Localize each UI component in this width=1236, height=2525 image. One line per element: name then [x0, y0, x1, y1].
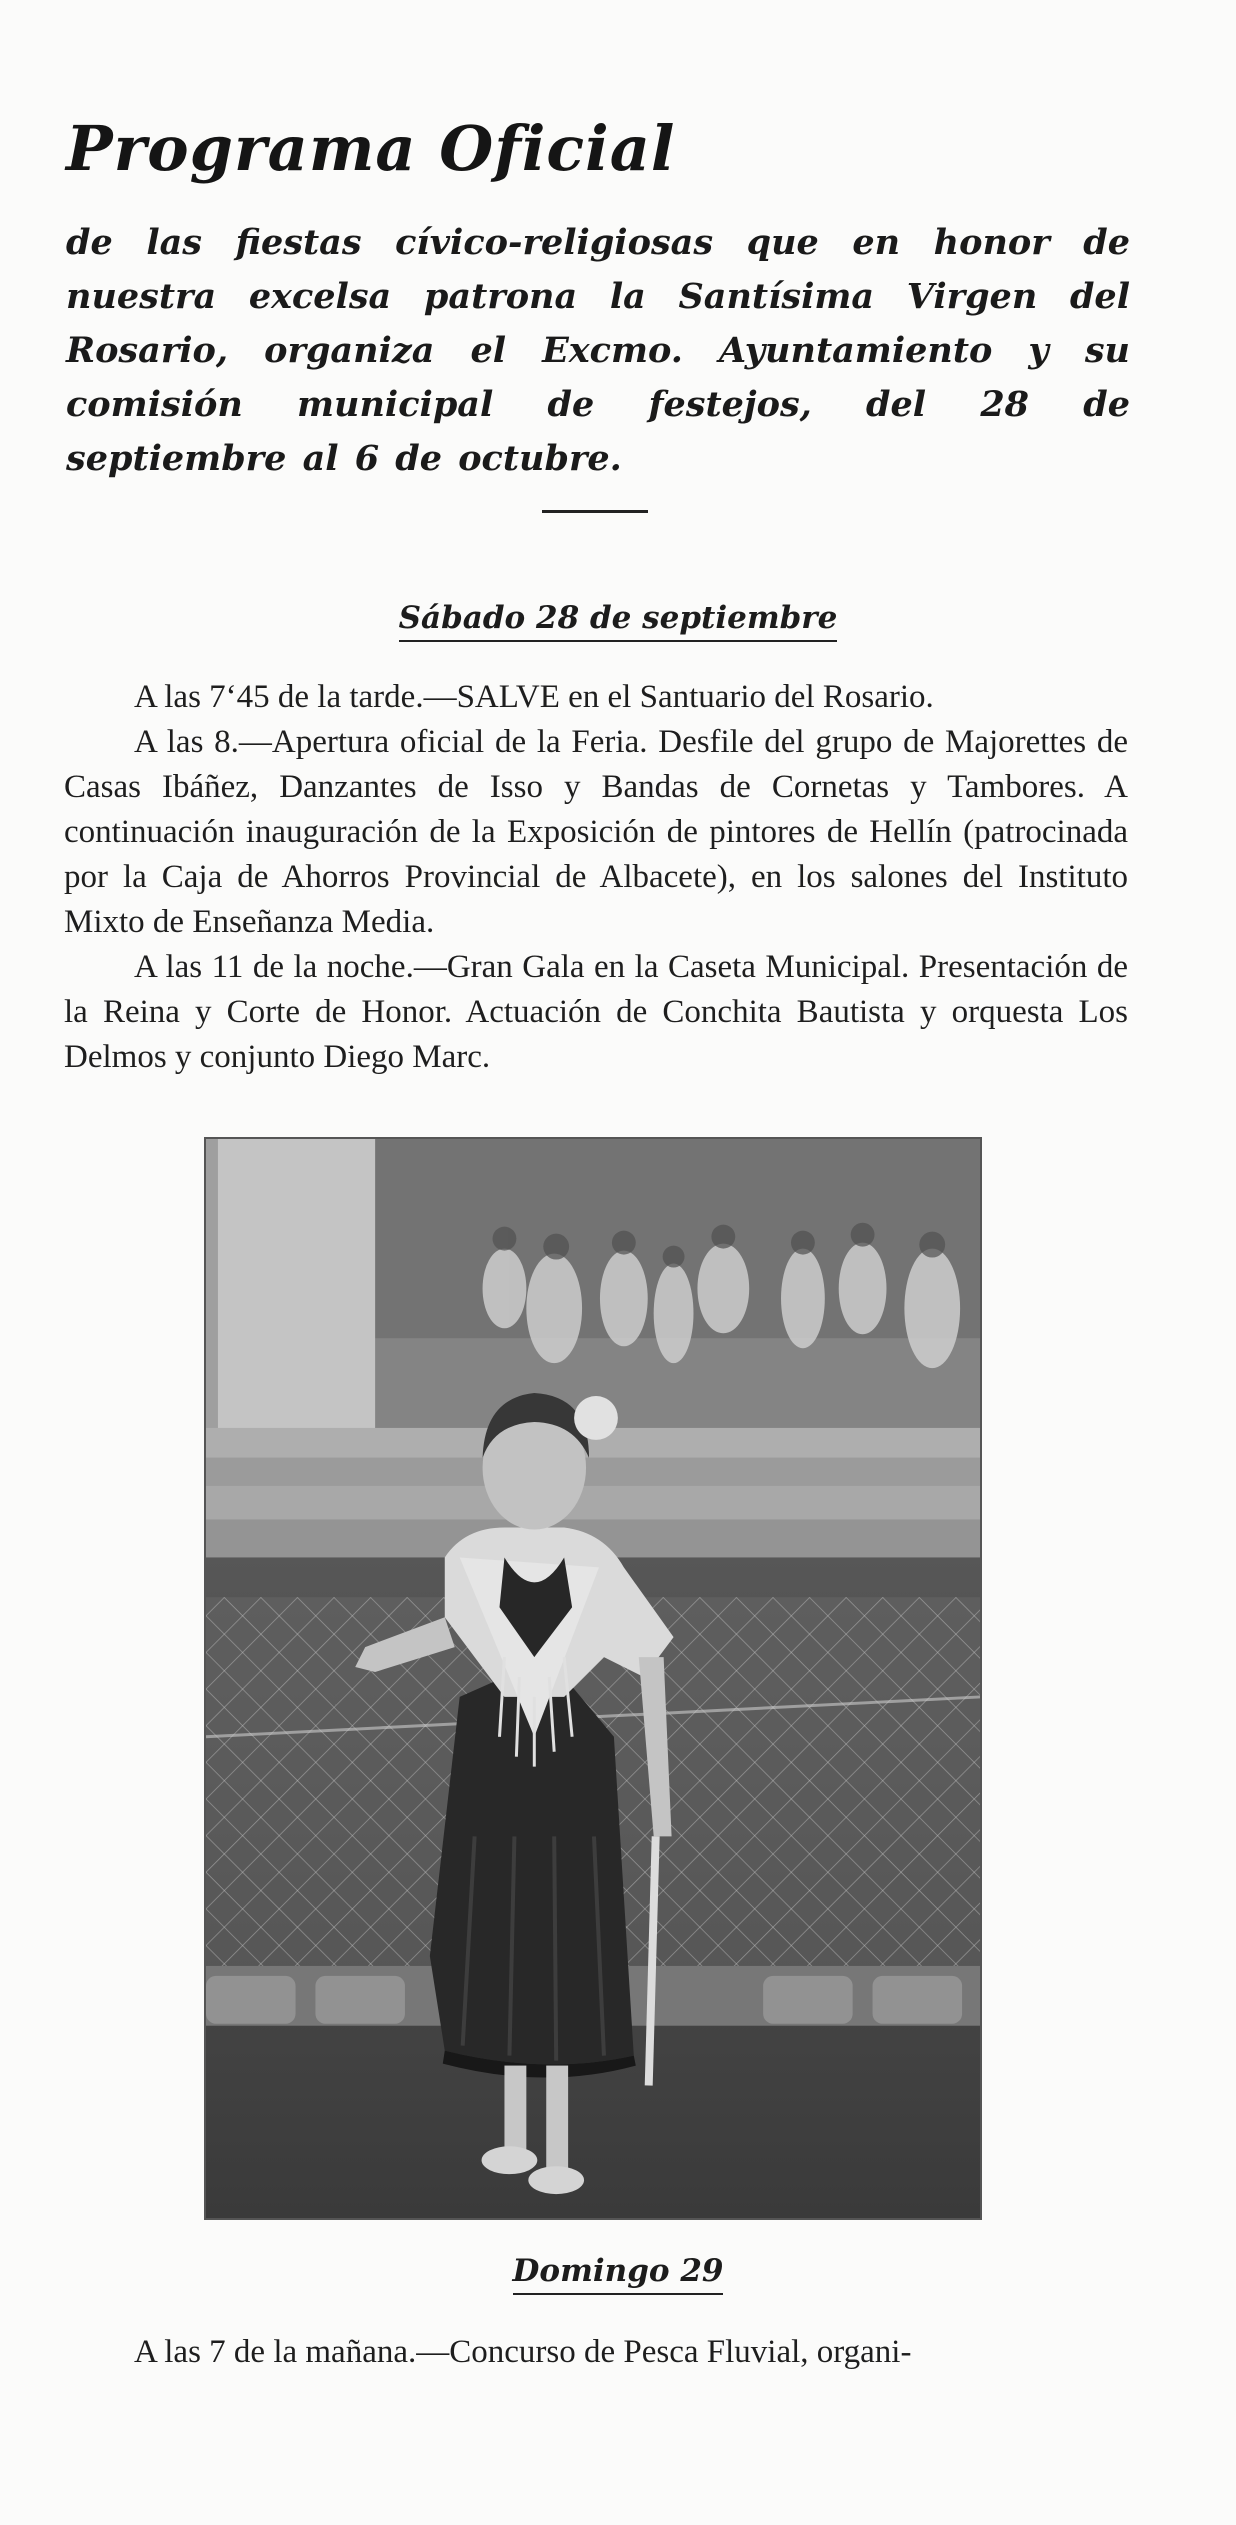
schedule-paragraph: A las 11 de la noche.—Gran Gala en la Caseta Municipal. Presentación de la Reina y Corte de Honor. Actuación de Conchita Bautista y orquesta Los Delmos y conjunto Diego Marc.	[64, 949, 1128, 1075]
schedule-paragraph: A las 8.—Apertura oficial de la Feria. Desfile del grupo de Majorettes de Casas Ibáñez, Danzantes de Isso y Bandas de Cornetas y Tambores. A continuación inauguración de la Exposición de pintores de Hellín (patrocinada por la Caja de Ahorros Provincial de Albacete), en los salones del Instituto Mixto de Enseñanza Media.	[64, 724, 1128, 940]
saturday-schedule	[64, 675, 1128, 1080]
sunday-schedule	[64, 2330, 1128, 2375]
schedule-paragraph: A las 7 de la mañana.—Concurso de Pesca Fluvial, organi-	[134, 2334, 912, 2370]
day-heading-sunday-text: Domingo 29	[513, 2253, 724, 2295]
day-heading-sunday	[0, 2253, 1236, 2295]
day-heading-saturday	[0, 600, 1236, 642]
divider-rule	[542, 510, 648, 513]
photo-illustration	[206, 1139, 980, 2218]
program-title: Programa Oficial	[66, 112, 676, 185]
photo-girl-in-traditional-dress	[204, 1137, 982, 2220]
schedule-paragraph: A las 7‘45 de la tarde.—SALVE en el Santuario del Rosario.	[134, 679, 934, 715]
program-subtitle: de las fiestas cívico-religiosas que en honor de nuestra excelsa patrona la Santísima Virgen del Rosario, organiza el Excmo. Ayuntamiento y su comisión municipal de festejos, del 28 de septiembre al 6 de octubre.	[66, 222, 1130, 479]
day-heading-saturday-text: Sábado 28 de septiembre	[399, 600, 838, 642]
